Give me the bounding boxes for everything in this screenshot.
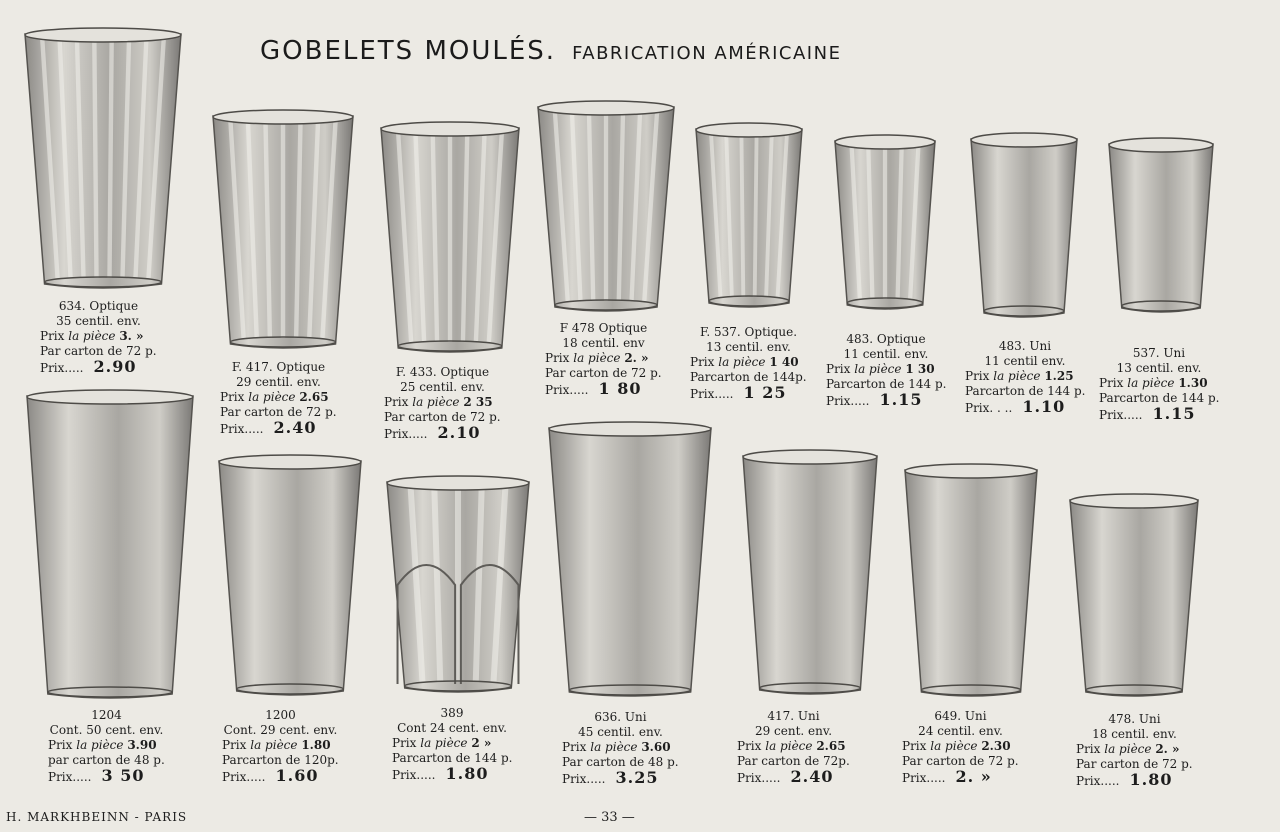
product-caption	[545, 321, 662, 398]
unit-price-label: Prix	[902, 739, 927, 753]
product-reference: F. 433. Optique	[395, 365, 490, 379]
carton-price-label: Prix.....	[222, 770, 266, 784]
carton-price-label: Prix.....	[826, 394, 870, 408]
carton-quantity: Parcarton de 144 p.	[965, 384, 1086, 398]
unit-price-italic: la pièce	[68, 329, 116, 343]
product-reference: F. 537. Optique.	[699, 325, 798, 339]
carton-price-line	[902, 769, 1019, 786]
carton-quantity: Par carton de 72 p.	[384, 410, 501, 424]
product-capacity: 11 centil env.	[984, 354, 1066, 368]
unit-price-label: Prix	[545, 351, 570, 365]
carton-price: 1.60	[275, 766, 319, 785]
product-reference: F. 417. Optique	[231, 360, 326, 374]
carton-price: 1 80	[598, 379, 642, 398]
unit-price-label: Prix	[965, 369, 990, 383]
unit-price: 2.30	[981, 739, 1011, 753]
product-capacity: 29 centil. env.	[236, 375, 321, 389]
product-caption	[392, 706, 512, 783]
carton-price: 1.15	[1152, 404, 1196, 423]
product-reference: 417. Uni	[767, 709, 820, 723]
product-caption	[40, 299, 157, 376]
carton-price-label: Prix.....	[545, 383, 589, 397]
unit-price-line	[1076, 742, 1193, 757]
carton-price-label: Prix.....	[1076, 774, 1120, 788]
carton-price: 2.40	[273, 418, 317, 437]
unit-price-italic: la pièce	[1104, 742, 1152, 756]
unit-price: 2.65	[299, 390, 329, 404]
unit-price: 2 35	[463, 395, 493, 409]
product-reference: 636. Uni	[594, 710, 647, 724]
unit-price-label: Prix	[562, 740, 587, 754]
unit-price-label: Prix	[690, 355, 715, 369]
carton-price-line	[220, 420, 337, 437]
product-caption	[1099, 346, 1219, 423]
unit-price-label: Prix	[220, 390, 245, 404]
unit-price-label: Prix	[48, 738, 73, 752]
product-reference: 483. Uni	[998, 339, 1052, 353]
carton-quantity: Parcarton de 144 p.	[826, 377, 947, 391]
carton-price-label: Prix.....	[384, 427, 428, 441]
unit-price-line	[902, 739, 1019, 754]
carton-price-line	[48, 768, 165, 785]
product-reference: 649. Uni	[934, 709, 987, 723]
unit-price-line	[392, 736, 512, 751]
carton-quantity: Parcarton de 144 p.	[392, 751, 513, 765]
glass-illustration	[548, 420, 712, 700]
carton-price-label: Prix.....	[220, 422, 264, 436]
unit-price-line	[48, 738, 165, 753]
product-capacity: 35 centil. env.	[56, 314, 141, 328]
unit-price-label: Prix	[222, 738, 247, 752]
unit-price: 3.60	[641, 740, 671, 754]
unit-price-line	[384, 395, 501, 410]
carton-quantity: Par carton de 72 p.	[40, 344, 157, 358]
unit-price-italic: la pièce	[765, 739, 813, 753]
unit-price-line	[965, 369, 1085, 384]
unit-price: 1 40	[769, 355, 799, 369]
carton-quantity: Parcarton de 144p.	[690, 370, 807, 384]
carton-price-line	[562, 770, 679, 787]
title-main: GOBELETS MOULÉS.	[260, 36, 557, 66]
glass-illustration	[386, 474, 530, 696]
unit-price: 2.65	[816, 739, 846, 753]
product-caption	[965, 339, 1085, 416]
carton-price-line	[690, 385, 807, 402]
product-caption	[826, 332, 946, 409]
product-capacity: 18 centil. env.	[1092, 727, 1177, 741]
unit-price: 2. »	[624, 351, 649, 365]
carton-price: 1 25	[743, 383, 787, 402]
glass-illustration	[24, 26, 182, 292]
unit-price-label: Prix	[1099, 376, 1124, 390]
unit-price: 1.25	[1044, 369, 1074, 383]
unit-price-italic: la pièce	[1127, 376, 1175, 390]
glass-illustration	[537, 99, 675, 315]
unit-price: 1.30	[1178, 376, 1208, 390]
unit-price-italic: la pièce	[718, 355, 766, 369]
unit-price-line	[545, 351, 662, 366]
carton-price-line	[545, 381, 662, 398]
unit-price-italic: la pièce	[930, 739, 978, 753]
carton-price: 2.10	[437, 423, 481, 442]
page-title	[260, 36, 841, 66]
carton-quantity: Par carton de 72 p.	[902, 754, 1019, 768]
carton-price-line	[392, 766, 512, 783]
unit-price-italic: la pièce	[248, 390, 296, 404]
product-reference: 634. Optique	[58, 299, 139, 313]
carton-quantity: Par carton de 72p.	[737, 754, 850, 768]
product-caption	[384, 365, 501, 442]
carton-price-label: Prix.....	[40, 361, 84, 375]
product-capacity: 25 centil. env.	[400, 380, 485, 394]
carton-price: 2.40	[790, 767, 834, 786]
carton-quantity: par carton de 48 p.	[48, 753, 165, 767]
product-caption	[737, 709, 850, 786]
product-reference: 537. Uni	[1132, 346, 1186, 360]
product-caption	[220, 360, 337, 437]
unit-price-line	[737, 739, 850, 754]
unit-price-line	[826, 362, 946, 377]
carton-quantity: Par carton de 48 p.	[562, 755, 679, 769]
carton-price-line	[826, 392, 946, 409]
unit-price-line	[690, 355, 807, 370]
carton-price: 3.25	[615, 768, 659, 787]
carton-price-line	[384, 425, 501, 442]
carton-price: 1.15	[879, 390, 923, 409]
unit-price-italic: la pièce	[993, 369, 1041, 383]
carton-price: 1.10	[1022, 397, 1066, 416]
unit-price: 1.80	[301, 738, 331, 752]
publisher-footer: H. MARKHBEINN - PARIS	[6, 810, 188, 824]
glass-illustration	[26, 388, 194, 702]
product-caption	[222, 708, 339, 785]
unit-price-italic: la pièce	[854, 362, 902, 376]
carton-quantity: Parcarton de 120p.	[222, 753, 339, 767]
glass-illustration	[1069, 492, 1199, 700]
carton-price: 2. »	[955, 767, 992, 786]
product-capacity: Cont. 50 cent. env.	[49, 723, 164, 737]
carton-price-label: Prix.....	[690, 387, 734, 401]
unit-price-label: Prix	[1076, 742, 1101, 756]
carton-price-line	[1099, 406, 1219, 423]
unit-price-label: Prix	[392, 736, 417, 750]
title-subtitle: FABRICATION AMÉRICAINE	[572, 43, 842, 64]
unit-price-italic: la pièce	[250, 738, 298, 752]
product-reference: 389	[440, 706, 464, 720]
unit-price-line	[562, 740, 679, 755]
glass-illustration	[742, 448, 878, 698]
unit-price-label: Prix	[737, 739, 762, 753]
product-capacity: 13 centil. env.	[706, 340, 791, 354]
unit-price-line	[1099, 376, 1219, 391]
carton-price-label: Prix.....	[562, 772, 606, 786]
unit-price-label: Prix	[384, 395, 409, 409]
unit-price: 3. »	[119, 329, 144, 343]
unit-price: 3.90	[127, 738, 157, 752]
unit-price-italic: la pièce	[573, 351, 621, 365]
carton-price: 1.80	[1129, 770, 1173, 789]
carton-quantity: Parcarton de 144 p.	[1099, 391, 1220, 405]
glass-illustration	[380, 120, 520, 356]
product-capacity: Cont 24 cent. env.	[397, 721, 507, 735]
carton-price-line	[40, 359, 157, 376]
unit-price-italic: la pièce	[76, 738, 124, 752]
product-capacity: Cont. 29 cent. env.	[223, 723, 338, 737]
product-reference: 483. Optique	[846, 332, 926, 346]
unit-price-italic: la pièce	[590, 740, 638, 754]
page-number: — 33 —	[584, 810, 635, 825]
product-caption	[48, 708, 165, 785]
product-capacity: 13 centil. env.	[1116, 361, 1202, 375]
glass-illustration	[218, 453, 362, 699]
product-capacity: 18 centil. env	[562, 336, 645, 350]
unit-price-line	[220, 390, 337, 405]
unit-price-italic: la pièce	[412, 395, 460, 409]
carton-quantity: Par carton de 72 p.	[545, 366, 662, 380]
glass-illustration	[212, 108, 354, 352]
carton-price: 3 50	[101, 766, 145, 785]
product-capacity: 24 centil. env.	[918, 724, 1003, 738]
unit-price-label: Prix	[40, 329, 65, 343]
carton-price-label: Prix.....	[902, 771, 946, 785]
carton-quantity: Par carton de 72 p.	[1076, 757, 1193, 771]
carton-price: 1.80	[445, 764, 489, 783]
carton-price-label: Prix.....	[392, 768, 436, 782]
product-reference: 1204	[91, 708, 122, 722]
glass-illustration	[904, 462, 1038, 700]
unit-price-line	[40, 329, 157, 344]
carton-price-label: Prix.....	[1099, 408, 1143, 422]
glass-illustration	[834, 133, 936, 313]
unit-price: 2. »	[1155, 742, 1180, 756]
product-capacity: 45 centil. env.	[578, 725, 663, 739]
unit-price-label: Prix	[826, 362, 851, 376]
carton-price-label: Prix.....	[48, 770, 92, 784]
carton-quantity: Par carton de 72 p.	[220, 405, 337, 419]
carton-price-line	[1076, 772, 1193, 789]
unit-price: 1 30	[905, 362, 935, 376]
unit-price-line	[222, 738, 339, 753]
product-reference: 1200	[265, 708, 296, 722]
carton-price-label: Prix. . ..	[965, 401, 1013, 415]
product-reference: F 478 Optique	[559, 321, 648, 335]
product-caption	[562, 710, 679, 787]
carton-price-label: Prix.....	[737, 771, 781, 785]
product-reference: 478. Uni	[1108, 712, 1161, 726]
carton-price-line	[222, 768, 339, 785]
glass-illustration	[695, 121, 803, 311]
product-capacity: 11 centil. env.	[843, 347, 929, 361]
product-caption	[690, 325, 807, 402]
product-caption	[1076, 712, 1193, 789]
glass-illustration	[1108, 136, 1214, 316]
product-capacity: 29 cent. env.	[754, 724, 833, 738]
carton-price-line	[737, 769, 850, 786]
product-caption	[902, 709, 1019, 786]
carton-price-line	[965, 399, 1085, 416]
carton-price: 2.90	[93, 357, 137, 376]
unit-price: 2 »	[471, 736, 492, 750]
unit-price-italic: la pièce	[420, 736, 468, 750]
glass-illustration	[970, 131, 1078, 321]
